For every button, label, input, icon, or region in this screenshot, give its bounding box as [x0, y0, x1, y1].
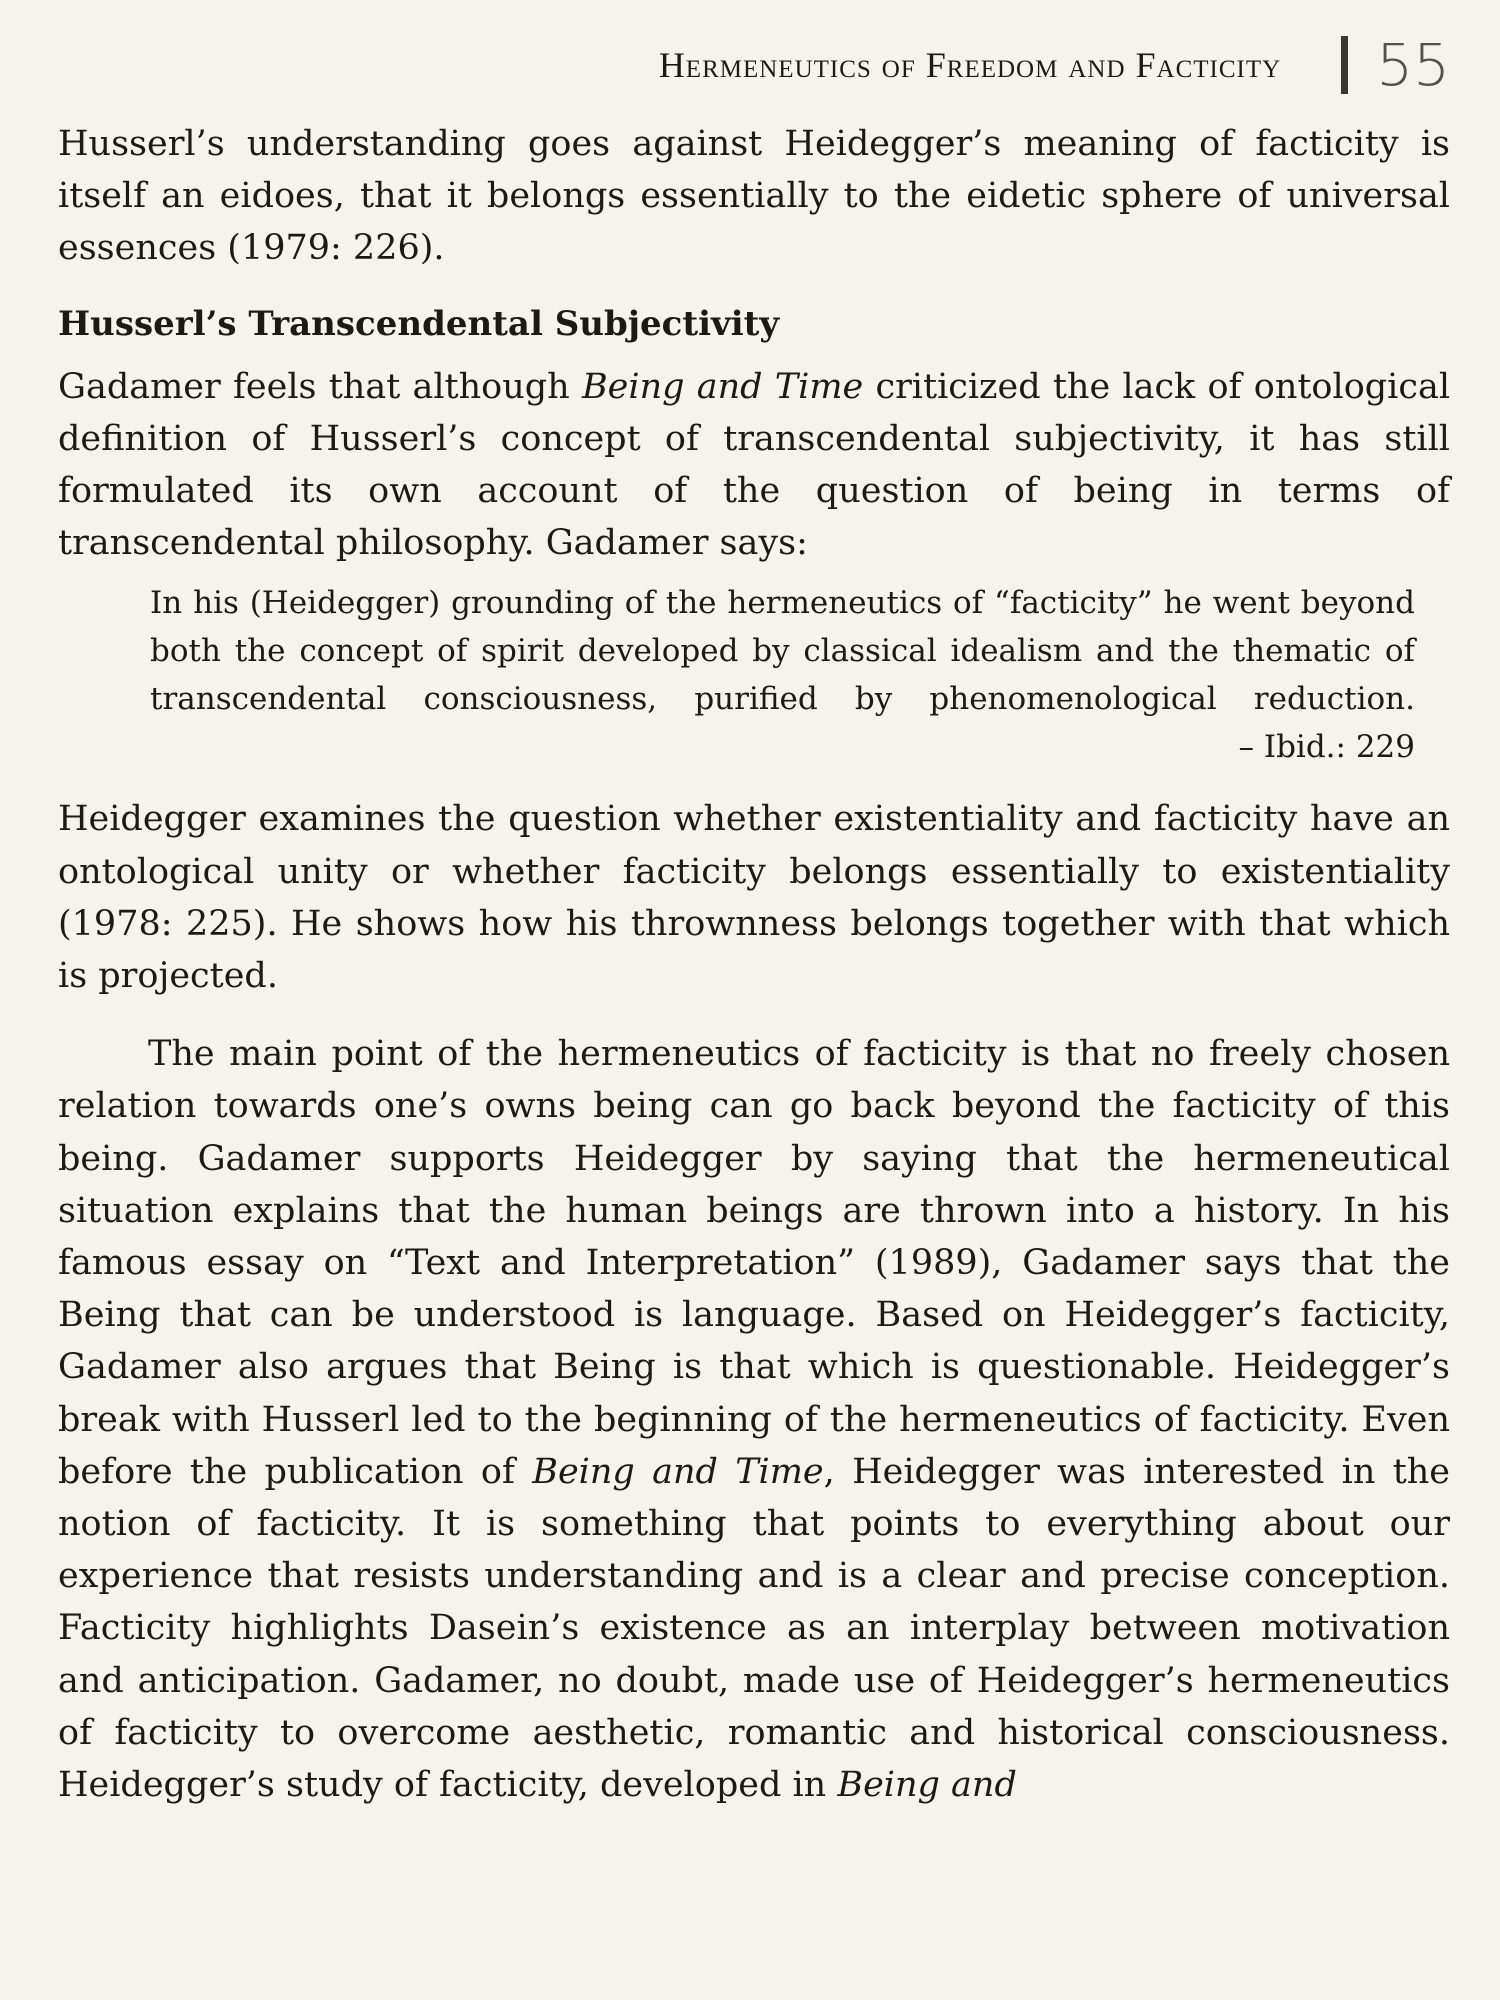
paragraph-1: Husserl’s understanding goes against Heidegger’s meaning of facticity is itself an eidoes, that it belongs essentially to the eidetic sphere of universal essences (1979: 226).	[58, 124, 1450, 269]
paragraph-4-italic-title-2: Being and	[837, 1765, 1017, 1806]
paragraph-4-text-a: The main point of the hermeneutics of facticity is that no freely chosen relation towards one’s owns being can go back beyond the facticity of this being. Gadamer supports Heidegger by saying that the hermeneutical situation explains that the human beings are thrown into a history. In his famous essay on “Text and Interpretation” (1989), Gadamer says that the Being that can be understood is language. Based on Heidegger’s facticity, Gadamer also argues that Being is that which is questionable. Heidegger’s break with Husserl led to the beginning of the hermeneutics of facticity. Even before the publication of	[58, 1034, 1450, 1492]
running-header	[60, 30, 1450, 100]
paragraph-2	[58, 361, 1450, 570]
page-number: 55	[1376, 31, 1450, 99]
block-quote	[150, 579, 1415, 771]
paragraph-4-text-b: , Heidegger was interested in the notion of facticity. It is something that points to everything about our experience that resists understanding and is a clear and precise conception. Facticity highlights Dasein’s existence as an interplay between motivation and anticipation. Gadamer, no doubt, made use of Heidegger’s hermeneutics of facticity to overcome aesthetic, romantic and historical consciousness. Heidegger’s study of facticity, developed in	[58, 1451, 1451, 1806]
paragraph-2-italic-title: Being and Time	[581, 366, 864, 407]
paragraph-3: Heidegger examines the question whether existentiality and facticity have an ontological unity or whether facticity belongs essentially to existentiality (1978: 225). He shows how his thrownness belongs together with that which is projected.	[58, 799, 1450, 997]
paragraph-4	[58, 1028, 1450, 1811]
block-quote-text: In his (Heidegger) grounding of the hermeneutics of “facticity” he went beyond both the concept of spirit developed by classical idealism and the thematic of transcendental consciousness, purified by phenomenological reduction.	[150, 585, 1415, 718]
paragraph-2-text-b: criticized the lack of ontological definition of Husserl’s concept of transcendental subjectivity, it has still formulated its own account of the question of being in terms of transcendental philosophy. Gadamer says:	[58, 366, 1451, 564]
page-body	[58, 118, 1450, 1811]
header-rule	[1341, 36, 1348, 94]
running-title: Hermeneutics of Freedom and Facticity	[658, 45, 1282, 85]
section-heading: Husserl’s Transcendental Subjectivity	[58, 303, 780, 344]
block-quote-source: – Ibid.: 229	[1238, 729, 1415, 766]
paragraph-4-italic-title-1: Being and Time	[532, 1451, 824, 1492]
paragraph-2-text-a: Gadamer feels that although	[58, 366, 582, 407]
